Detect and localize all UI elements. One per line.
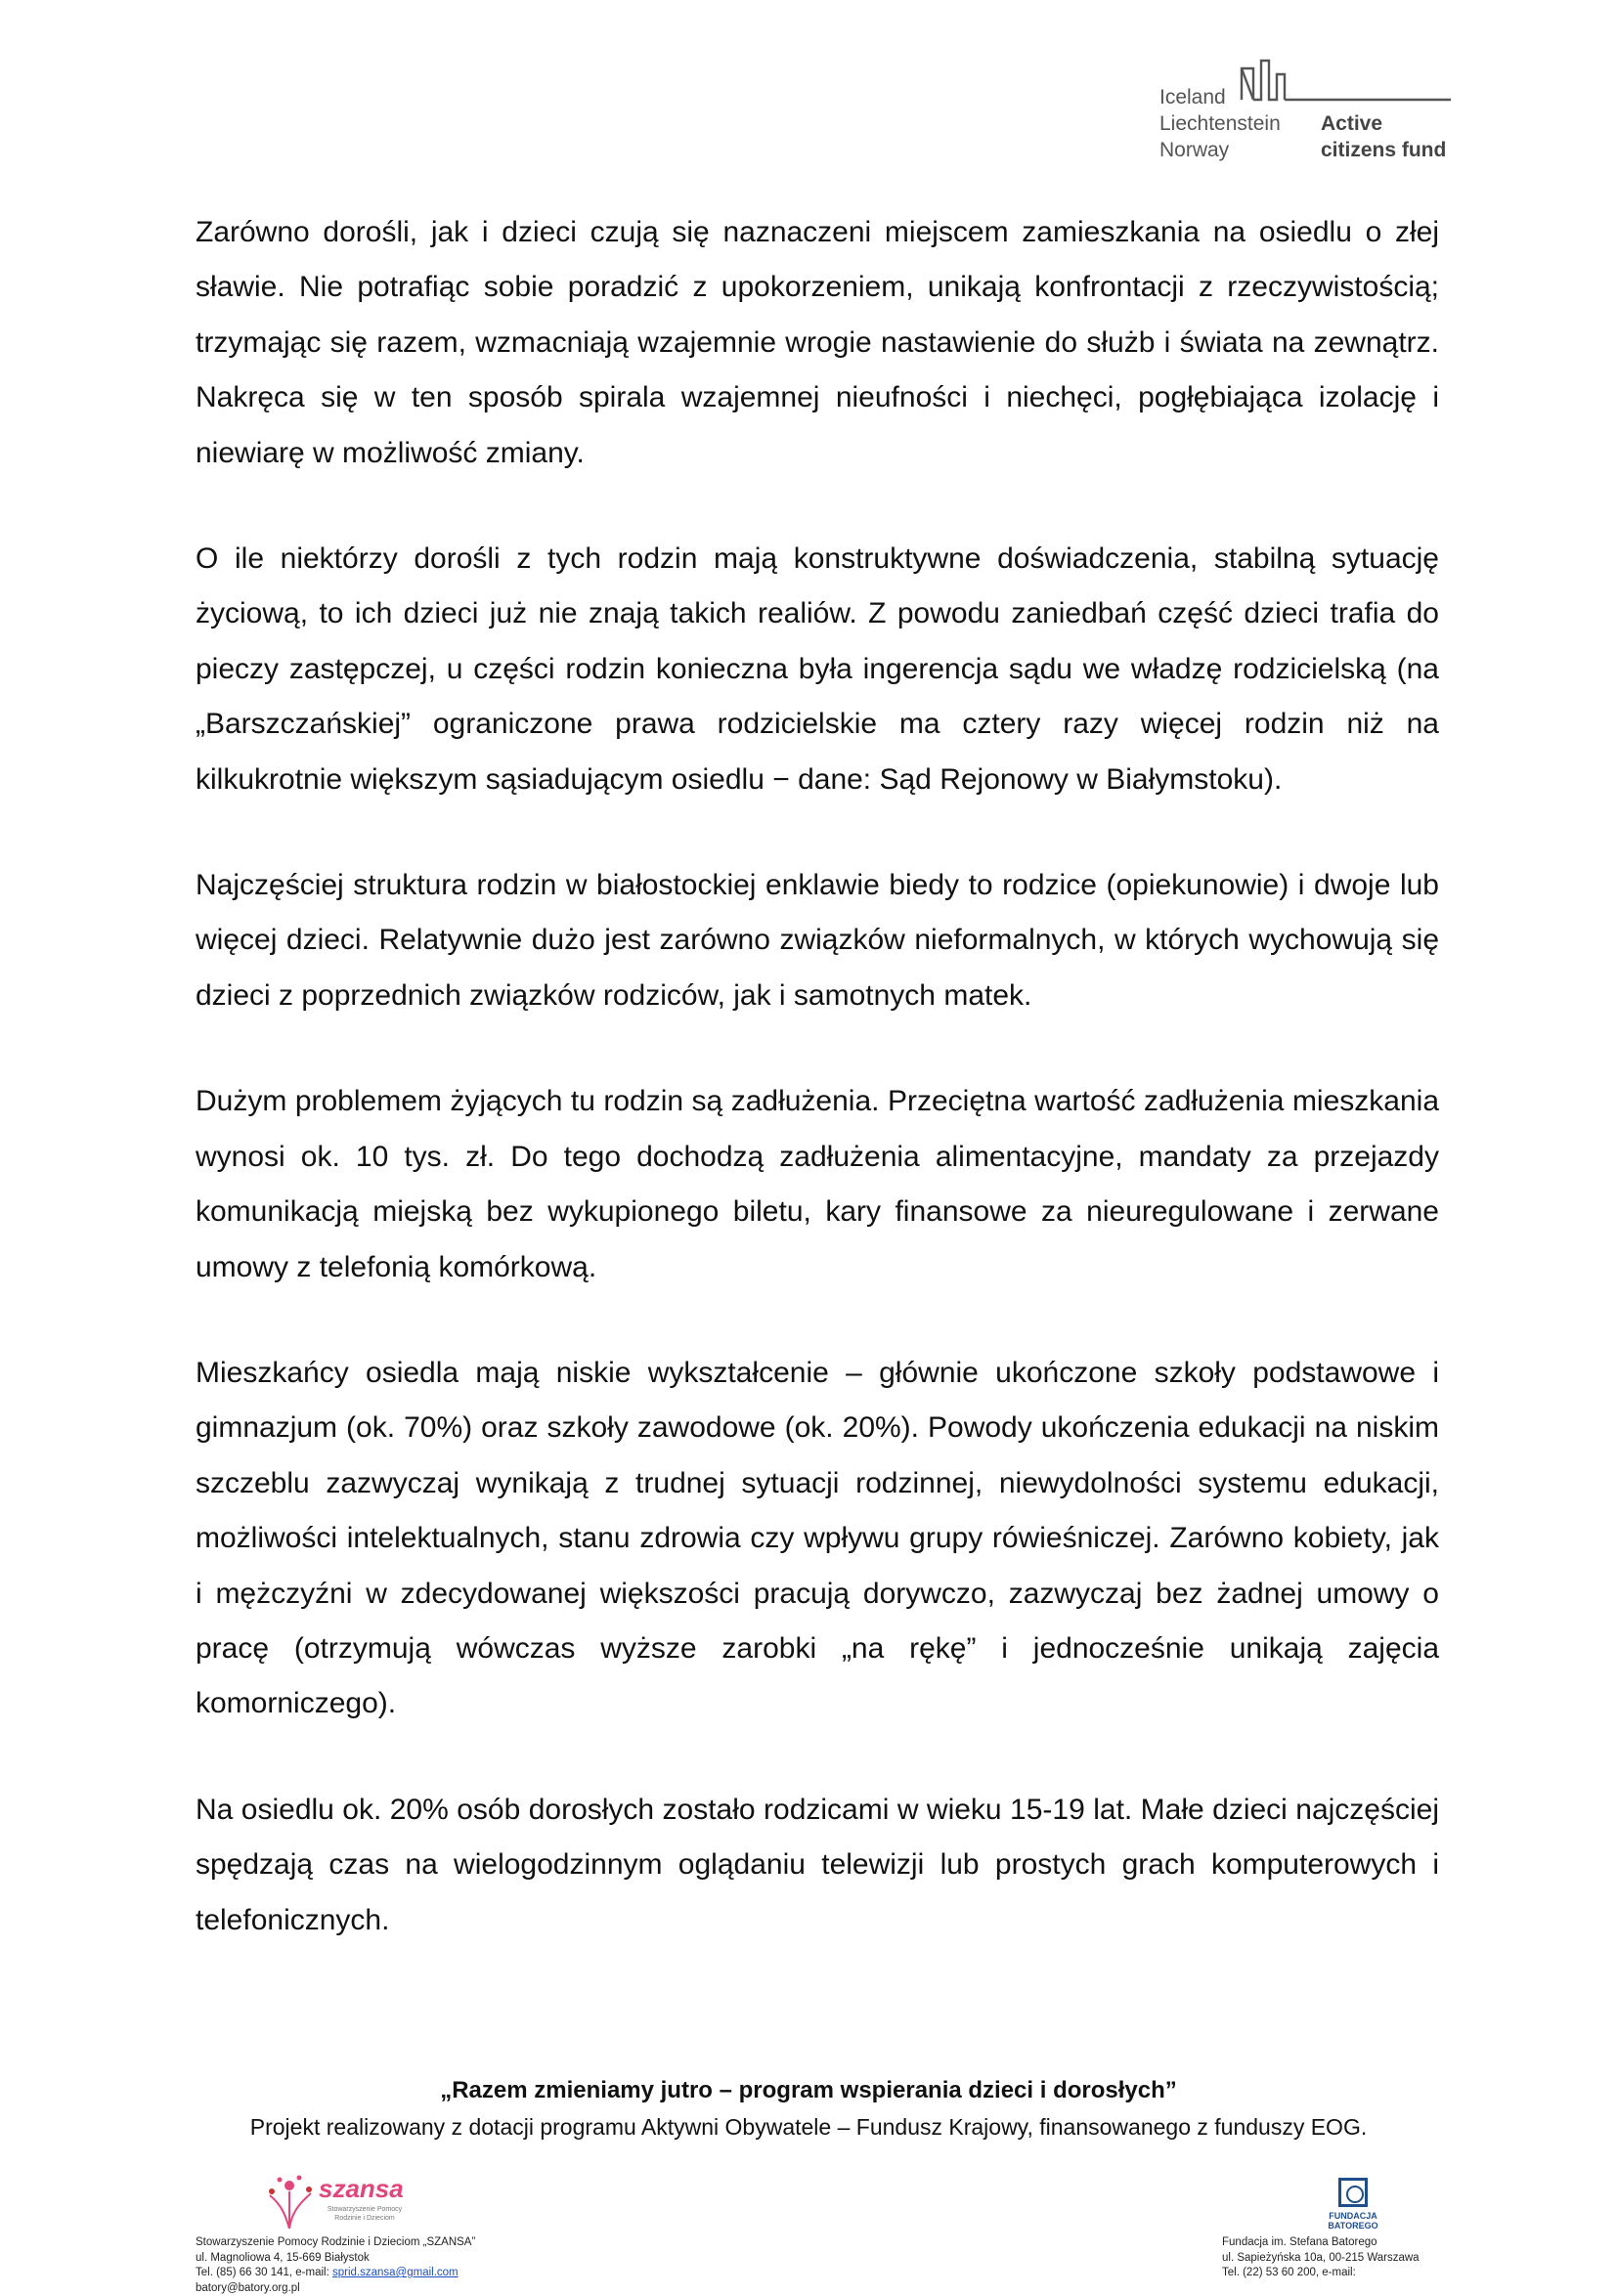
szansa-email-link[interactable]: sprid.szansa@gmail.com — [332, 2267, 459, 2278]
szansa-address-street: ul. Magnoliowa 4, 15-669 Białystok — [196, 2251, 475, 2267]
document-body — [196, 205, 1439, 1999]
szansa-address-extra-email: batory@batory.org.pl — [196, 2281, 475, 2296]
batory-logo-line1: FUNDACJA — [1324, 2211, 1382, 2221]
footer-funding-note: Projekt realizowany z dotacji programu Aktywni Obywatele – Fundusz Krajowy, finansowanego z funduszy EOG. — [0, 2114, 1617, 2141]
country-iceland: Iceland — [1159, 84, 1281, 110]
paragraph-6: Na osiedlu ok. 20% osób dorosłych zostało rodzicami w wieku 15-19 lat. Małe dzieci najczęściej spędzają czas na wielogodzinnym oglądaniu telewizji lub prostych grach komputerowych i telefonicznych. — [196, 1783, 1439, 1948]
szansa-logo — [262, 2172, 409, 2232]
country-norway: Norway — [1159, 137, 1281, 163]
footer-program-title: „Razem zmieniamy jutro – program wspierania dzieci i dorosłych” — [0, 2077, 1617, 2104]
batory-logo-line2: BATOREGO — [1324, 2221, 1382, 2231]
szansa-address-contact — [196, 2266, 475, 2281]
paragraph-4: Dużym problemem żyjących tu rodzin są zadłużenia. Przeciętna wartość zadłużenia mieszkania wynosi ok. 10 tys. zł. Do tego dochodzą zadłużenia alimentacyjne, mandaty za przejazdy komunikacją miejską bez wykupionego biletu, kary finansowe za nieuregulowane i zerwane umowy z telefonią komórkową. — [196, 1074, 1439, 1295]
paragraph-2: O ile niektórzy dorośli z tych rodzin mają konstruktywne doświadczenia, stabilną sytuację życiową, to ich dzieci już nie znają takich realiów. Z powodu zaniedbań część dzieci trafia do pieczy zastępczej, u części rodzin konieczna była ingerencja sądu we władzę rodzicielską (na „Barszczańskiej” ograniczone prawa rodzicielskie ma cztery razy więcej rodzin niż na kilkukrotnie większym sąsiadującym osiedlu − dane: Sąd Rejonowy w Białymstoku). — [196, 532, 1439, 807]
fund-active: Active — [1321, 110, 1446, 137]
paragraph-5: Mieszkańcy osiedla mają niskie wykształcenie – głównie ukończone szkoły podstawowe i gimnazjum (ok. 70%) oraz szkoły zawodowe (ok. 20%). Powody ukończenia edukacji na niskim szczeblu zazwyczaj wynikają z trudnej sytuacji rodzinnej, niewydolności systemu edukacji, możliwości intelektualnych, stanu zdrowia czy wpływu grupy rówieśniczej. Zarówno kobiety, jak i mężczyźni w zdecydowanej większości pracują dorywczo, zazwyczaj bez żadnej umowy o pracę (otrzymują wówczas wyższe zarobki „na rękę” i jednocześnie unikają zajęcia komorniczego). — [196, 1346, 1439, 1732]
batory-address — [1222, 2235, 1420, 2281]
fund-citizens: citizens fund — [1321, 137, 1446, 163]
szansa-figure-icon — [262, 2172, 317, 2231]
batory-emblem-icon — [1338, 2178, 1368, 2207]
szansa-tagline: Stowarzyszenie Pomocy Rodzinie i Dzieciom — [321, 2205, 409, 2223]
paragraph-3: Najczęściej struktura rodzin w białostockiej enklawie biedy to rodzice (opiekunowie) i dwoje lub więcej dzieci. Relatywnie dużo jest zarówno związków nieformalnych, w których wychowują się dzieci z poprzednich związków rodziców, jak i samotnych matek. — [196, 858, 1439, 1023]
szansa-address-tel: Tel. (85) 66 30 141, e-mail: — [196, 2267, 332, 2278]
batory-address-street: ul. Sapieżyńska 10a, 00-215 Warszawa — [1222, 2251, 1420, 2267]
szansa-address — [196, 2235, 475, 2296]
paragraph-1: Zarówno dorośli, jak i dzieci czują się naznaczeni miejscem zamieszkania na osiedlu o złej sławie. Nie potrafiąc sobie poradzić z upokorzeniem, unikają konfrontacji z rzeczywistością; trzymając się razem, wzmacniają wzajemnie wrogie nastawienie do służb i świata na zewnątrz. Nakręca się w ten sposób spirala wzajemnej nieufności i niechęci, pogłębiająca izolację i niewiarę w możliwość zmiany. — [196, 205, 1439, 481]
batory-address-name: Fundacja im. Stefana Batorego — [1222, 2235, 1420, 2251]
szansa-wordmark: szansa — [319, 2174, 404, 2204]
batory-address-contact: Tel. (22) 53 60 200, e-mail: — [1222, 2266, 1420, 2281]
country-liechtenstein: Liechtenstein — [1159, 110, 1281, 137]
active-citizens-fund-logo — [1159, 55, 1453, 164]
szansa-address-name: Stowarzyszenie Pomocy Rodzinie i Dzieciom „SZANSA” — [196, 2235, 475, 2251]
